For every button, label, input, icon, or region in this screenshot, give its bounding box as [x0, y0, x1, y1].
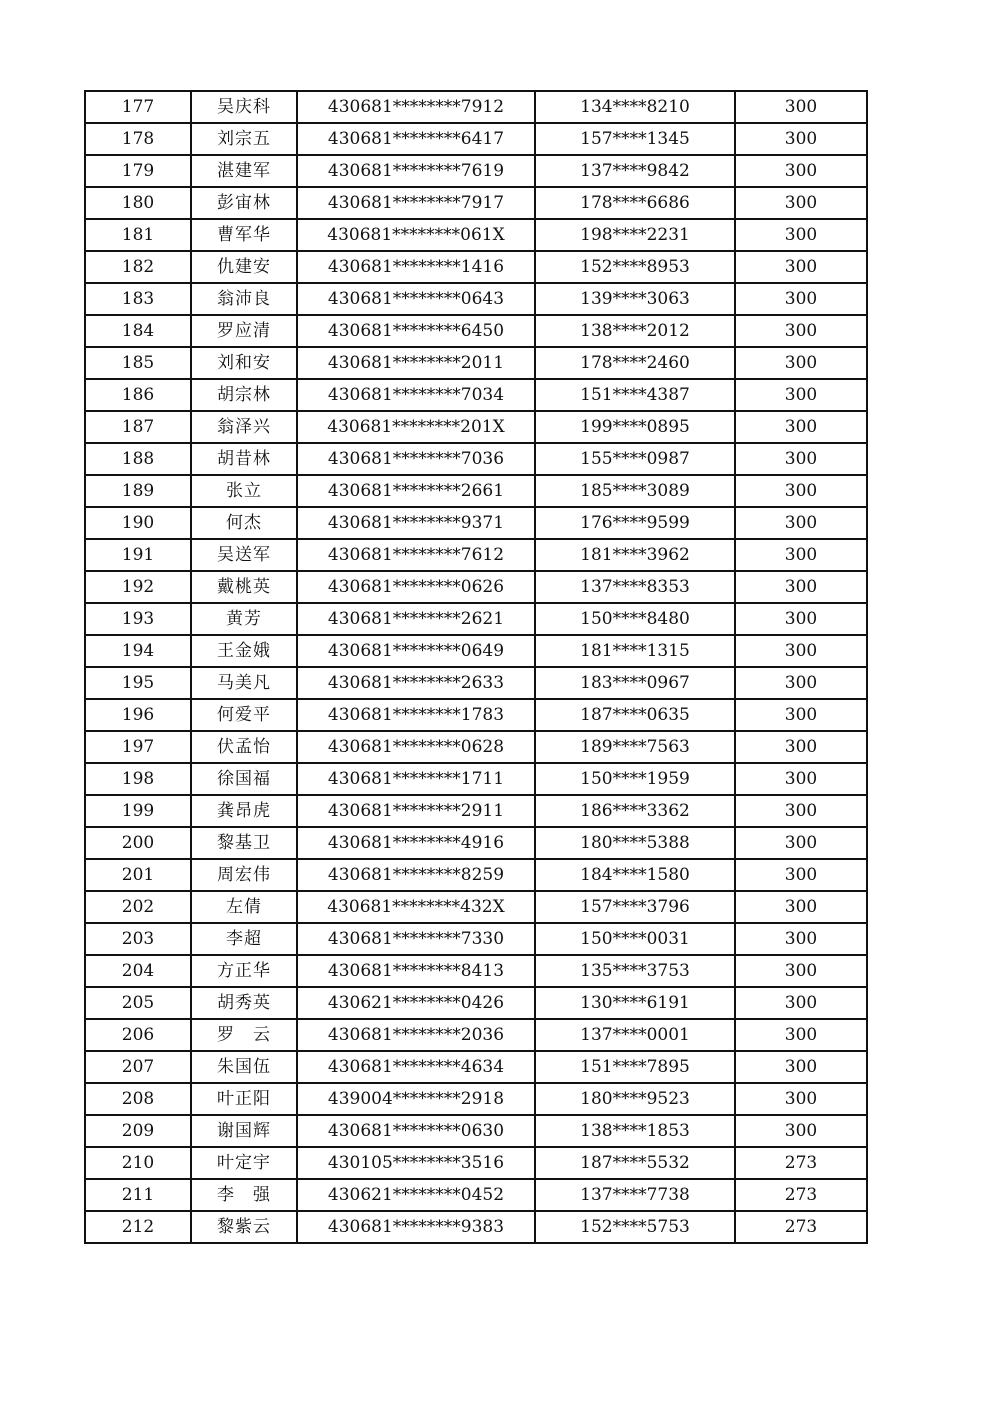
id-number-cell: 430681********2633: [297, 667, 535, 699]
phone-number-cell: 199****0895: [535, 411, 735, 443]
recipient-name-cell: 胡秀英: [191, 987, 297, 1019]
table-row: [85, 1019, 867, 1051]
phone-number-cell: 178****6686: [535, 187, 735, 219]
phone-number-cell: 183****0967: [535, 667, 735, 699]
row-number-cell: 177: [85, 91, 191, 123]
table-row: [85, 987, 867, 1019]
amount-cell: 300: [735, 763, 867, 795]
phone-number-cell: 178****2460: [535, 347, 735, 379]
id-number-cell: 430681********6450: [297, 315, 535, 347]
id-number-cell: 430681********0643: [297, 283, 535, 315]
row-number-cell: 191: [85, 539, 191, 571]
id-number-cell: 430681********8259: [297, 859, 535, 891]
row-number-cell: 208: [85, 1083, 191, 1115]
recipient-name-cell: 罗 云: [191, 1019, 297, 1051]
amount-cell: 300: [735, 379, 867, 411]
phone-number-cell: 134****8210: [535, 91, 735, 123]
phone-number-cell: 155****0987: [535, 443, 735, 475]
table-row: [85, 1083, 867, 1115]
table-row: [85, 635, 867, 667]
id-number-cell: 430681********9371: [297, 507, 535, 539]
phone-number-cell: 198****2231: [535, 219, 735, 251]
table-row: [85, 891, 867, 923]
table-row: [85, 667, 867, 699]
table-row: [85, 859, 867, 891]
table-row: [85, 955, 867, 987]
id-number-cell: 430681********4916: [297, 827, 535, 859]
recipient-name-cell: 彭宙林: [191, 187, 297, 219]
id-number-cell: 430681********7036: [297, 443, 535, 475]
table-row: [85, 763, 867, 795]
recipient-name-cell: 伏孟怡: [191, 731, 297, 763]
amount-cell: 300: [735, 1019, 867, 1051]
table-row: [85, 155, 867, 187]
table-row: [85, 699, 867, 731]
id-number-cell: 430681********0628: [297, 731, 535, 763]
amount-cell: 300: [735, 411, 867, 443]
row-number-cell: 200: [85, 827, 191, 859]
subsidy-roster-table: [84, 90, 868, 1244]
id-number-cell: 430681********0630: [297, 1115, 535, 1147]
row-number-cell: 181: [85, 219, 191, 251]
phone-number-cell: 180****5388: [535, 827, 735, 859]
row-number-cell: 179: [85, 155, 191, 187]
amount-cell: 300: [735, 155, 867, 187]
recipient-name-cell: 刘宗五: [191, 123, 297, 155]
table-row: [85, 795, 867, 827]
amount-cell: 300: [735, 443, 867, 475]
recipient-name-cell: 刘和安: [191, 347, 297, 379]
row-number-cell: 192: [85, 571, 191, 603]
phone-number-cell: 151****4387: [535, 379, 735, 411]
phone-number-cell: 180****9523: [535, 1083, 735, 1115]
phone-number-cell: 130****6191: [535, 987, 735, 1019]
recipient-name-cell: 吴庆科: [191, 91, 297, 123]
amount-cell: 300: [735, 187, 867, 219]
phone-number-cell: 135****3753: [535, 955, 735, 987]
row-number-cell: 205: [85, 987, 191, 1019]
phone-number-cell: 152****8953: [535, 251, 735, 283]
phone-number-cell: 151****7895: [535, 1051, 735, 1083]
phone-number-cell: 186****3362: [535, 795, 735, 827]
amount-cell: 273: [735, 1179, 867, 1211]
recipient-name-cell: 何杰: [191, 507, 297, 539]
id-number-cell: 430681********201X: [297, 411, 535, 443]
row-number-cell: 186: [85, 379, 191, 411]
recipient-name-cell: 叶正阳: [191, 1083, 297, 1115]
amount-cell: 273: [735, 1211, 867, 1243]
phone-number-cell: 150****8480: [535, 603, 735, 635]
phone-number-cell: 187****0635: [535, 699, 735, 731]
table-row: [85, 1115, 867, 1147]
id-number-cell: 430681********4634: [297, 1051, 535, 1083]
recipient-name-cell: 周宏伟: [191, 859, 297, 891]
table-row: [85, 1211, 867, 1243]
id-number-cell: 430681********7917: [297, 187, 535, 219]
phone-number-cell: 139****3063: [535, 283, 735, 315]
row-number-cell: 211: [85, 1179, 191, 1211]
id-number-cell: 430681********8413: [297, 955, 535, 987]
row-number-cell: 184: [85, 315, 191, 347]
recipient-name-cell: 胡宗林: [191, 379, 297, 411]
recipient-name-cell: 黎紫云: [191, 1211, 297, 1243]
row-number-cell: 190: [85, 507, 191, 539]
row-number-cell: 195: [85, 667, 191, 699]
id-number-cell: 430681********0626: [297, 571, 535, 603]
id-number-cell: 430681********7034: [297, 379, 535, 411]
recipient-name-cell: 吴送军: [191, 539, 297, 571]
phone-number-cell: 185****3089: [535, 475, 735, 507]
recipient-name-cell: 罗应清: [191, 315, 297, 347]
phone-number-cell: 138****2012: [535, 315, 735, 347]
table-row: [85, 475, 867, 507]
amount-cell: 300: [735, 251, 867, 283]
recipient-name-cell: 左倩: [191, 891, 297, 923]
table-row: [85, 1179, 867, 1211]
row-number-cell: 198: [85, 763, 191, 795]
amount-cell: 300: [735, 731, 867, 763]
id-number-cell: 430681********0649: [297, 635, 535, 667]
recipient-name-cell: 李超: [191, 923, 297, 955]
row-number-cell: 187: [85, 411, 191, 443]
row-number-cell: 199: [85, 795, 191, 827]
table-row: [85, 507, 867, 539]
phone-number-cell: 137****8353: [535, 571, 735, 603]
amount-cell: 300: [735, 699, 867, 731]
id-number-cell: 430681********432X: [297, 891, 535, 923]
amount-cell: 300: [735, 1083, 867, 1115]
id-number-cell: 430681********7330: [297, 923, 535, 955]
phone-number-cell: 137****7738: [535, 1179, 735, 1211]
row-number-cell: 188: [85, 443, 191, 475]
amount-cell: 300: [735, 891, 867, 923]
amount-cell: 300: [735, 923, 867, 955]
recipient-name-cell: 湛建军: [191, 155, 297, 187]
id-number-cell: 430681********7912: [297, 91, 535, 123]
id-number-cell: 439004********2918: [297, 1083, 535, 1115]
amount-cell: 300: [735, 1115, 867, 1147]
table-row: [85, 219, 867, 251]
phone-number-cell: 152****5753: [535, 1211, 735, 1243]
row-number-cell: 193: [85, 603, 191, 635]
phone-number-cell: 189****7563: [535, 731, 735, 763]
table-row: [85, 923, 867, 955]
recipient-name-cell: 马美凡: [191, 667, 297, 699]
amount-cell: 300: [735, 859, 867, 891]
amount-cell: 300: [735, 1051, 867, 1083]
phone-number-cell: 181****1315: [535, 635, 735, 667]
recipient-name-cell: 徐国福: [191, 763, 297, 795]
row-number-cell: 180: [85, 187, 191, 219]
table-row: [85, 315, 867, 347]
recipient-name-cell: 黎基卫: [191, 827, 297, 859]
recipient-name-cell: 仇建安: [191, 251, 297, 283]
id-number-cell: 430681********061X: [297, 219, 535, 251]
id-number-cell: 430681********2036: [297, 1019, 535, 1051]
phone-number-cell: 150****0031: [535, 923, 735, 955]
row-number-cell: 182: [85, 251, 191, 283]
amount-cell: 300: [735, 667, 867, 699]
phone-number-cell: 150****1959: [535, 763, 735, 795]
id-number-cell: 430681********1783: [297, 699, 535, 731]
phone-number-cell: 157****3796: [535, 891, 735, 923]
table-row: [85, 379, 867, 411]
row-number-cell: 209: [85, 1115, 191, 1147]
id-number-cell: 430681********7612: [297, 539, 535, 571]
recipient-name-cell: 翁沛良: [191, 283, 297, 315]
amount-cell: 300: [735, 955, 867, 987]
recipient-name-cell: 龚昂虎: [191, 795, 297, 827]
table-body: [85, 91, 867, 1243]
row-number-cell: 196: [85, 699, 191, 731]
row-number-cell: 183: [85, 283, 191, 315]
recipient-name-cell: 王金娥: [191, 635, 297, 667]
amount-cell: 300: [735, 347, 867, 379]
amount-cell: 300: [735, 987, 867, 1019]
recipient-name-cell: 叶定宇: [191, 1147, 297, 1179]
row-number-cell: 210: [85, 1147, 191, 1179]
phone-number-cell: 138****1853: [535, 1115, 735, 1147]
id-number-cell: 430681********2621: [297, 603, 535, 635]
row-number-cell: 207: [85, 1051, 191, 1083]
amount-cell: 300: [735, 123, 867, 155]
row-number-cell: 212: [85, 1211, 191, 1243]
row-number-cell: 197: [85, 731, 191, 763]
amount-cell: 300: [735, 571, 867, 603]
row-number-cell: 203: [85, 923, 191, 955]
amount-cell: 300: [735, 283, 867, 315]
table-row: [85, 603, 867, 635]
recipient-name-cell: 戴桃英: [191, 571, 297, 603]
id-number-cell: 430105********3516: [297, 1147, 535, 1179]
amount-cell: 273: [735, 1147, 867, 1179]
table-row: [85, 187, 867, 219]
table-row: [85, 1147, 867, 1179]
id-number-cell: 430681********6417: [297, 123, 535, 155]
table-row: [85, 571, 867, 603]
recipient-name-cell: 方正华: [191, 955, 297, 987]
amount-cell: 300: [735, 635, 867, 667]
amount-cell: 300: [735, 539, 867, 571]
row-number-cell: 201: [85, 859, 191, 891]
recipient-name-cell: 张立: [191, 475, 297, 507]
row-number-cell: 194: [85, 635, 191, 667]
row-number-cell: 185: [85, 347, 191, 379]
table-row: [85, 251, 867, 283]
id-number-cell: 430681********2661: [297, 475, 535, 507]
table-row: [85, 123, 867, 155]
row-number-cell: 189: [85, 475, 191, 507]
id-number-cell: 430681********2011: [297, 347, 535, 379]
row-number-cell: 204: [85, 955, 191, 987]
row-number-cell: 202: [85, 891, 191, 923]
amount-cell: 300: [735, 507, 867, 539]
recipient-name-cell: 李 强: [191, 1179, 297, 1211]
id-number-cell: 430621********0452: [297, 1179, 535, 1211]
row-number-cell: 206: [85, 1019, 191, 1051]
table-row: [85, 731, 867, 763]
recipient-name-cell: 朱国伍: [191, 1051, 297, 1083]
amount-cell: 300: [735, 91, 867, 123]
recipient-name-cell: 翁泽兴: [191, 411, 297, 443]
table-row: [85, 283, 867, 315]
table-row: [85, 1051, 867, 1083]
id-number-cell: 430621********0426: [297, 987, 535, 1019]
phone-number-cell: 176****9599: [535, 507, 735, 539]
phone-number-cell: 157****1345: [535, 123, 735, 155]
id-number-cell: 430681********9383: [297, 1211, 535, 1243]
recipient-name-cell: 何爱平: [191, 699, 297, 731]
id-number-cell: 430681********7619: [297, 155, 535, 187]
recipient-name-cell: 曹军华: [191, 219, 297, 251]
table-row: [85, 411, 867, 443]
id-number-cell: 430681********1416: [297, 251, 535, 283]
id-number-cell: 430681********2911: [297, 795, 535, 827]
amount-cell: 300: [735, 827, 867, 859]
table-row: [85, 91, 867, 123]
phone-number-cell: 181****3962: [535, 539, 735, 571]
amount-cell: 300: [735, 603, 867, 635]
row-number-cell: 178: [85, 123, 191, 155]
amount-cell: 300: [735, 475, 867, 507]
recipient-name-cell: 胡昔林: [191, 443, 297, 475]
id-number-cell: 430681********1711: [297, 763, 535, 795]
amount-cell: 300: [735, 315, 867, 347]
table-row: [85, 347, 867, 379]
phone-number-cell: 137****0001: [535, 1019, 735, 1051]
table-row: [85, 539, 867, 571]
phone-number-cell: 187****5532: [535, 1147, 735, 1179]
phone-number-cell: 184****1580: [535, 859, 735, 891]
amount-cell: 300: [735, 795, 867, 827]
table-row: [85, 443, 867, 475]
table-row: [85, 827, 867, 859]
amount-cell: 300: [735, 219, 867, 251]
phone-number-cell: 137****9842: [535, 155, 735, 187]
recipient-name-cell: 谢国辉: [191, 1115, 297, 1147]
recipient-name-cell: 黄芳: [191, 603, 297, 635]
